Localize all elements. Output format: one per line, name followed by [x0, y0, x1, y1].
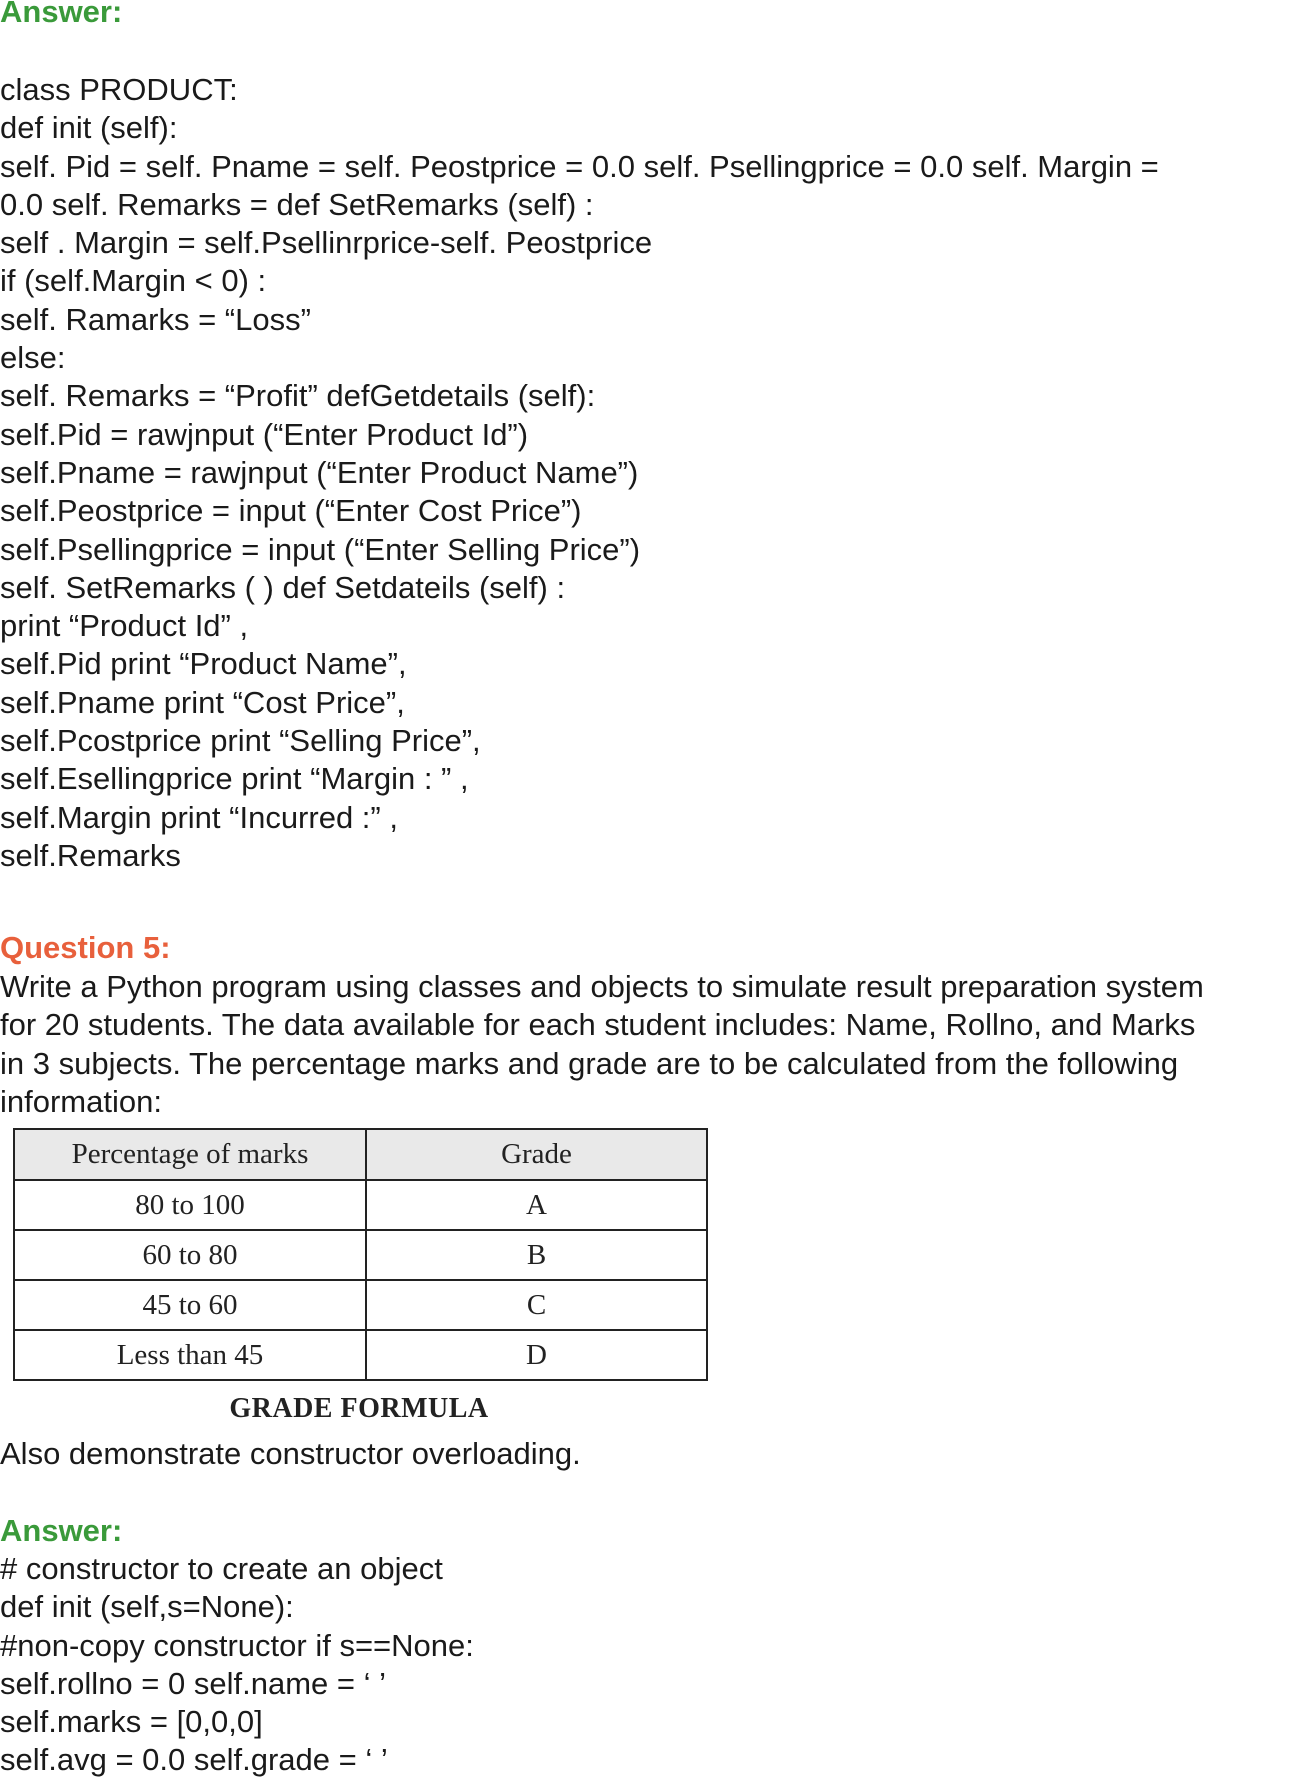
code-line: #non-copy constructor if s==None:: [0, 1627, 474, 1663]
code-line: self.Remarks: [0, 837, 181, 873]
table-cell: A: [366, 1180, 707, 1230]
after-table-text: [0, 1435, 1291, 1473]
code-line: self.Psellingprice = input (“Enter Selling Price”): [0, 531, 641, 567]
code-line: self.Pname = rawjnput (“Enter Product Name”): [0, 454, 639, 490]
code-line: def init (self):: [0, 110, 178, 146]
table-cell: D: [366, 1330, 707, 1380]
table-cell: B: [366, 1230, 707, 1280]
code-line: self.Pcostprice print “Selling Price”,: [0, 723, 481, 759]
table-row: [14, 1230, 707, 1280]
answer-heading: Answer:: [0, 1513, 123, 1548]
code-line: self.Pname print “Cost Price”,: [0, 684, 405, 720]
table-cell: 60 to 80: [14, 1230, 366, 1280]
answer-section-2: [0, 1512, 1291, 1550]
table-cell: C: [366, 1280, 707, 1330]
table-row: [14, 1180, 707, 1230]
code-line: self . Margin = self.Psellinrprice-self. Peostprice: [0, 225, 653, 261]
table-cell: 80 to 100: [14, 1180, 366, 1230]
question-line: for 20 students. The data available for each student includes: Name, Rollno, and Marks: [0, 1007, 1196, 1043]
code-line: self.Pid = rawjnput (“Enter Product Id”): [0, 416, 529, 452]
question-heading: Question 5:: [0, 930, 171, 965]
code-line: class PRODUCT:: [0, 72, 238, 107]
code-line: self.avg = 0.0 self.grade = ‘ ’: [0, 1742, 388, 1778]
code-line: self.marks = [0,0,0]: [0, 1704, 263, 1740]
table-header-row: [14, 1129, 707, 1180]
code-line: self.Pid print “Product Name”,: [0, 646, 407, 682]
answer-code-1: [0, 71, 1291, 875]
code-line: self.Margin print “Incurred :” ,: [0, 799, 398, 835]
code-line: # constructor to create an object: [0, 1551, 443, 1586]
answer-section-1: [0, 0, 1291, 31]
table-header-cell: Grade: [366, 1129, 707, 1180]
code-line: def init (self,s=None):: [0, 1589, 294, 1625]
table-row: [14, 1330, 707, 1380]
question-line: Write a Python program using classes and objects to simulate result preparation system: [0, 969, 1204, 1004]
code-line: self. Ramarks = “Loss”: [0, 301, 311, 337]
table-caption: GRADE FORMULA: [229, 1393, 489, 1424]
table-header-cell: Percentage of marks: [14, 1129, 366, 1180]
answer-code-2: [0, 1550, 1291, 1780]
table-cell: Less than 45: [14, 1330, 366, 1380]
code-line: print “Product Id” ,: [0, 608, 249, 644]
code-line: self.Peostprice = input (“Enter Cost Price”): [0, 493, 582, 529]
code-line: 0.0 self. Remarks = def SetRemarks (self) :: [0, 186, 594, 222]
question-section: [0, 929, 1291, 967]
code-line: if (self.Margin < 0) :: [0, 263, 267, 299]
question-text: [0, 968, 1291, 1121]
question-line: in 3 subjects. The percentage marks and grade are to be calculated from the following: [0, 1045, 1179, 1081]
instruction-line: Also demonstrate constructor overloading.: [0, 1436, 581, 1471]
code-line: self. SetRemarks ( ) def Setdateils (self) :: [0, 569, 566, 605]
code-line: self.rollno = 0 self.name = ‘ ’: [0, 1665, 386, 1701]
code-line: self.Esellingprice print “Margin : ” ,: [0, 761, 469, 797]
grade-table: [13, 1128, 708, 1381]
code-line: self. Remarks = “Profit” defGetdetails (self):: [0, 378, 596, 414]
answer-heading: Answer:: [0, 0, 123, 29]
table-row: [14, 1280, 707, 1330]
table-cell: 45 to 60: [14, 1280, 366, 1330]
code-line: self. Pid = self. Pname = self. Peostprice = 0.0 self. Psellingprice = 0.0 self. Margin =: [0, 148, 1159, 184]
code-line: else:: [0, 340, 66, 376]
question-line: information:: [0, 1083, 162, 1119]
